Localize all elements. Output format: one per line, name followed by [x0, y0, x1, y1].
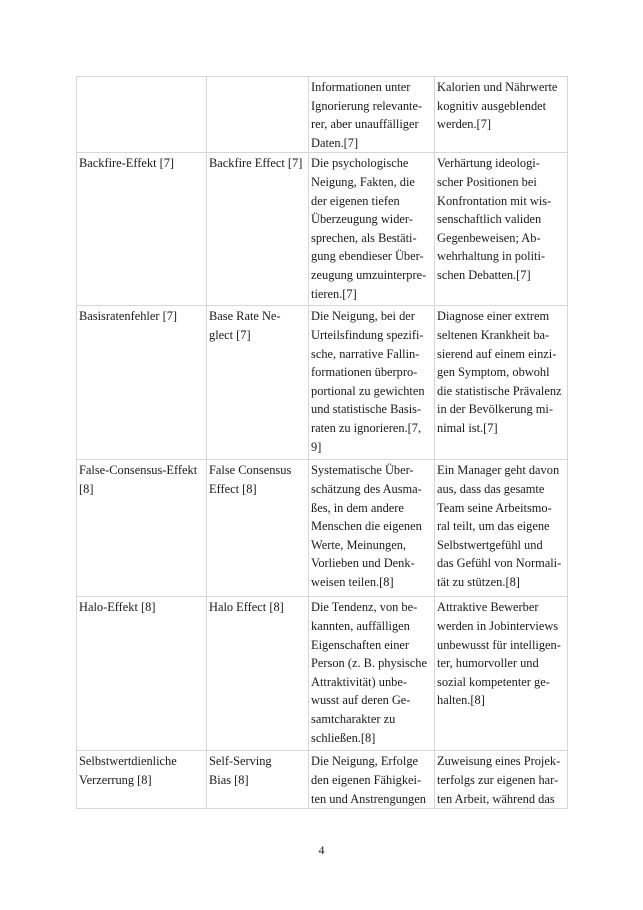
cell-text-line: tieren.[7]	[311, 286, 357, 301]
cell-example	[435, 460, 568, 597]
cell-text-line: Base Rate Ne-	[209, 309, 281, 324]
cell-text-line: wehrhaltung in politi-	[437, 249, 546, 264]
cell-text-line: Effect [8]	[209, 481, 257, 496]
cell-text-line: wusst auf deren Ge-	[311, 693, 411, 708]
cell-german-term	[77, 597, 207, 751]
cell-text-line: nimal ist.[7]	[437, 420, 498, 435]
cell-text-line: Eigenschaften einer	[311, 637, 410, 652]
table-row	[77, 77, 568, 153]
cell-german-term	[77, 460, 207, 597]
cell-text-line: Bias [8]	[209, 772, 249, 787]
cell-text-line: scher Positionen bei	[437, 174, 537, 189]
cell-text-line: seltenen Krankheit ba-	[437, 327, 550, 342]
cell-text-line: Überzeugung wider-	[311, 212, 413, 227]
cell-text-line: Basisratenfehler [7]	[79, 309, 178, 324]
cell-text-line: die statistische Prävalenz	[437, 383, 562, 398]
cell-definition	[309, 597, 435, 751]
cell-text-line: Verzerrung [8]	[79, 772, 152, 787]
cell-english-term	[207, 597, 309, 751]
cell-text-line: Konfrontation mit wis-	[437, 193, 552, 208]
cell-text-line: formationen überpro-	[311, 365, 418, 380]
cell-definition	[309, 153, 435, 306]
cell-text-line: False Consensus	[209, 463, 292, 478]
cell-text-line: Die Tendenz, von be-	[311, 600, 418, 615]
cell-text-line: Halo Effect [8]	[209, 600, 284, 615]
cell-example	[435, 77, 568, 153]
cell-text-line: werden in Jobinterviews	[437, 618, 559, 633]
cell-text-line: Systematische Über-	[311, 463, 414, 478]
cell-text-line: sche, narrative Fallin-	[311, 346, 420, 361]
cell-text-line: halten.[8]	[437, 693, 485, 708]
table-row	[77, 153, 568, 306]
cell-text-line: 9]	[311, 439, 322, 454]
cell-text-line: Self-Serving	[209, 754, 272, 769]
cell-text-line: Werte, Meinungen,	[311, 537, 406, 552]
cell-text-line: gen Symptom, obwohl	[437, 365, 550, 380]
cell-text-line: tät zu stützen.[8]	[437, 574, 520, 589]
cell-text-line: Kalorien und Nährwerte	[437, 80, 558, 94]
cell-text-line: Zuweisung eines Projek-	[437, 754, 561, 769]
cell-text-line: das Gefühl von Normali-	[437, 556, 562, 571]
cell-text-line: Die psychologische	[311, 156, 409, 171]
bias-table	[76, 76, 568, 809]
cell-example	[435, 597, 568, 751]
cell-text-line: schen Debatten.[7]	[437, 267, 531, 282]
page-number: 4	[318, 843, 325, 857]
cell-text-line: samtcharakter zu	[311, 711, 396, 726]
cell-text-line: Ignorierung relevante-	[311, 98, 423, 113]
cell-text-line: Team seine Arbeitsmo-	[437, 500, 552, 515]
cell-definition	[309, 460, 435, 597]
cell-text-line: Urteilsfindung spezifi-	[311, 327, 424, 342]
cell-text-line: Neigung, Fakten, die	[311, 174, 415, 189]
cell-text-line: kognitiv ausgeblendet	[437, 98, 547, 113]
cell-text-line: Die Neigung, Erfolge	[311, 754, 419, 769]
cell-text-line: sozial kompetenter ge-	[437, 674, 550, 689]
cell-text-line: unbewusst für intelligen-	[437, 637, 561, 652]
cell-text-line: Selbstwertdienliche	[79, 754, 177, 769]
cell-text-line: terfolgs zur eigenen har-	[437, 772, 559, 787]
cell-text-line: sierend auf einem einzi-	[437, 346, 557, 361]
table-row	[77, 306, 568, 460]
cell-text-line: sprechen, als Bestäti-	[311, 230, 417, 245]
cell-text-line: Daten.[7]	[311, 135, 359, 150]
cell-text-line: Backfire-Effekt [7]	[79, 156, 175, 171]
table-row	[77, 460, 568, 597]
cell-text-line: ten und Anstrengungen	[311, 791, 426, 806]
cell-text-line: Gegenbeweisen; Ab-	[437, 230, 541, 245]
cell-text-line: Person (z. B. physische	[311, 656, 427, 671]
table-row	[77, 597, 568, 751]
cell-example	[435, 751, 568, 809]
cell-text-line: zeugung umzuinterpre-	[311, 267, 427, 282]
cell-definition	[309, 306, 435, 460]
cell-text-line: ral teilt, um das eigene	[437, 519, 550, 534]
cell-text-line: Informationen unter	[311, 80, 411, 94]
cell-text-line: Attraktivität) unbe-	[311, 674, 407, 689]
cell-text-line: ßes, in dem andere	[311, 500, 404, 515]
cell-text-line: ten Arbeit, während das	[437, 791, 555, 806]
cell-english-term	[207, 751, 309, 809]
cell-text-line: Verhärtung ideologi-	[437, 156, 540, 171]
cell-text-line: Attraktive Bewerber	[437, 600, 539, 615]
cell-text-line: schließen.[8]	[311, 730, 376, 745]
cell-english-term	[207, 460, 309, 597]
cell-german-term	[77, 306, 207, 460]
cell-example	[435, 306, 568, 460]
cell-text-line: werden.[7]	[437, 117, 492, 132]
cell-text-line: und statistische Basis-	[311, 402, 422, 417]
cell-text-line: kannten, auffälligen	[311, 618, 410, 633]
cell-text-line: [8]	[79, 481, 94, 496]
cell-text-line: portional zu gewichten	[311, 383, 425, 398]
cell-text-line: Selbstwertgefühl und	[437, 537, 543, 552]
cell-english-term	[207, 306, 309, 460]
cell-text-line: raten zu ignorieren.[7,	[311, 420, 422, 435]
cell-german-term	[77, 77, 207, 153]
cell-text-line: glect [7]	[209, 327, 251, 342]
cell-text-line: aus, dass das gesamte	[437, 481, 545, 496]
cell-text-line: weisen teilen.[8]	[311, 574, 394, 589]
table-body	[77, 77, 568, 809]
cell-text-line: den eigenen Fähigkei-	[311, 772, 422, 787]
cell-text-line: False-Consensus-Effekt	[79, 463, 198, 478]
cell-english-term	[207, 153, 309, 306]
cell-text-line: Ein Manager geht davon	[437, 463, 560, 478]
cell-example	[435, 153, 568, 306]
cell-english-term	[207, 77, 309, 153]
cell-text-line: Menschen die eigenen	[311, 519, 422, 534]
cell-text-line: Diagnose einer extrem	[437, 309, 550, 324]
cell-text-line: Halo-Effekt [8]	[79, 600, 156, 615]
cell-text-line: gung ebendieser Über-	[311, 249, 424, 264]
cell-text-line: in der Bevölkerung mi-	[437, 402, 553, 417]
cell-definition	[309, 77, 435, 153]
cell-text-line: Die Neigung, bei der	[311, 309, 415, 324]
cell-german-term	[77, 153, 207, 306]
cell-text-line: Vorlieben und Denk-	[311, 556, 415, 571]
table-row	[77, 751, 568, 809]
cell-text-line: senschaftlich validen	[437, 212, 542, 227]
cell-definition	[309, 751, 435, 809]
cell-text-line: der eigenen tiefen	[311, 193, 400, 208]
cell-text-line: schätzung des Ausma-	[311, 481, 422, 496]
cell-german-term	[77, 751, 207, 809]
cell-text-line: ter, humorvoller und	[437, 656, 539, 671]
cell-text-line: rer, aber unauffälliger	[311, 117, 419, 132]
cell-text-line: Backfire Effect [7]	[209, 156, 303, 171]
